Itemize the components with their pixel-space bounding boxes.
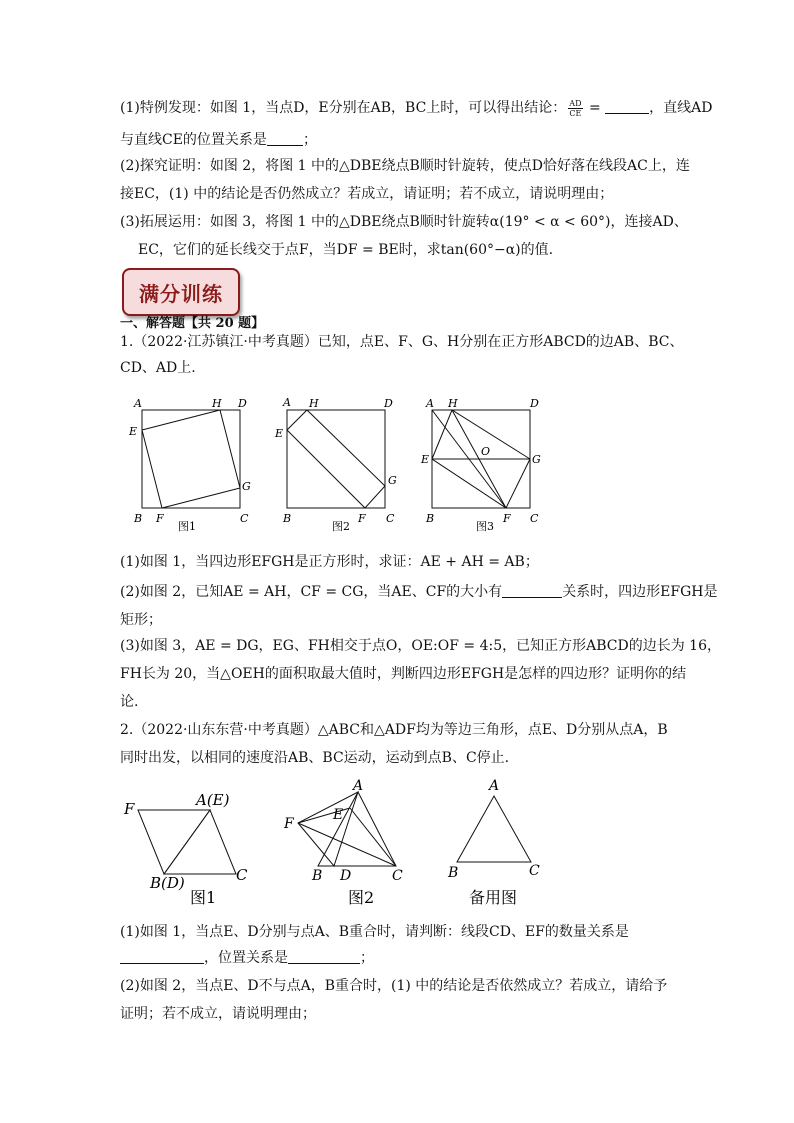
label-d: D bbox=[530, 397, 539, 410]
square-efgh bbox=[142, 410, 240, 508]
q1-part-1: (1)如图 1，当四边形EFGH是正方形时，求证：AE + AH = AB； bbox=[120, 554, 539, 570]
q1-part-2-cont: 矩形； bbox=[120, 612, 162, 628]
label-d: D bbox=[340, 868, 352, 884]
q2-statement-line-1: 2.（2022·山东东营·中考真题）△ABC和△ADF均为等边三角形，点E、D分别从点A，B bbox=[120, 722, 668, 738]
label-f: F bbox=[284, 816, 294, 832]
intro-line-2 bbox=[120, 130, 680, 150]
label-b: B bbox=[448, 865, 459, 881]
label-e: E bbox=[421, 453, 430, 466]
intro-line-6: EC，它们的延长线交于点F，当DF = BE时，求tan(60°−α)的值. bbox=[138, 242, 554, 258]
label-f: F bbox=[124, 800, 135, 818]
label-c: C bbox=[529, 863, 540, 879]
figure-caption: 图1 bbox=[178, 520, 196, 533]
triangle-abc bbox=[164, 810, 236, 874]
triangle-abc bbox=[318, 792, 396, 866]
q2-part-2-line-2: 证明；若不成立，请说明理由； bbox=[120, 1006, 316, 1022]
label-g: G bbox=[242, 480, 251, 493]
label-f: F bbox=[358, 512, 366, 525]
intro-line-3: (2)探究证明：如图 2，将图 1 中的△DBE绕点B顺时针旋转，使点D恰好落在线段AC上，连 bbox=[120, 158, 690, 174]
label-b: B bbox=[134, 512, 143, 525]
q2-figure-2 bbox=[283, 778, 403, 907]
q1-figure-2 bbox=[274, 396, 397, 533]
q1-part-3-line-2: FH长为 20，当△OEH的面积取最大值时，判断四边形EFGH是怎样的四边形？证明你的结 bbox=[120, 666, 687, 682]
square-abcd bbox=[287, 410, 385, 508]
label-o: O bbox=[481, 445, 491, 458]
q1-figure-3 bbox=[420, 397, 541, 533]
fraction-denominator: CE bbox=[569, 108, 582, 118]
q1-part-3-line-3: 论. bbox=[120, 694, 139, 710]
fraction-numerator: AD bbox=[569, 98, 582, 108]
intro-l1-text: (1)特例发现：如图 1，当点D，E分别在AB，BC上时，可以得出结论： bbox=[120, 100, 567, 116]
label-b: B bbox=[312, 868, 323, 884]
q1-figures-svg bbox=[120, 392, 550, 542]
label-b: B bbox=[426, 512, 435, 525]
label-a: A bbox=[353, 778, 364, 794]
label-h: H bbox=[309, 397, 319, 410]
label-d: D bbox=[384, 397, 393, 410]
q1-part-2-text: (2)如图 2，已知AE = AH，CF = CG，当AE、CF的大小有 bbox=[120, 584, 503, 600]
label-a: A bbox=[134, 397, 142, 410]
q1-figure-1 bbox=[128, 397, 251, 533]
q1-statement-line-1: 1.（2022·江苏镇江·中考真题）已知，点E、F、G、H分别在正方形ABCD的边AB、BC、 bbox=[120, 334, 684, 350]
label-a: A bbox=[489, 778, 500, 794]
label-h: H bbox=[212, 397, 222, 410]
label-c: C bbox=[240, 512, 249, 525]
rectangle-efgh bbox=[287, 410, 385, 508]
q2-statement-line-2: 同时出发，以相同的速度沿AB、BC运动，运动到点B、C停止. bbox=[120, 750, 510, 766]
label-b-d: B(D) bbox=[150, 874, 185, 892]
q1-part-2-post: 关系时，四边形EFGH是 bbox=[562, 584, 718, 600]
q1-part-2 bbox=[120, 582, 718, 602]
label-b: B bbox=[283, 512, 292, 525]
intro-line-5: (3)拓展运用：如图 3，将图 1 中的△DBE绕点B顺时针旋转α(19° < α < 60°)，连接AD、 bbox=[120, 214, 688, 230]
q2-part-1-mid: ，位置关系是 bbox=[204, 950, 288, 966]
banner-title: 满分训练 bbox=[139, 281, 223, 306]
figure-caption: 备用图 bbox=[469, 888, 518, 907]
label-c: C bbox=[392, 868, 403, 884]
segment-fc bbox=[298, 823, 396, 866]
q1-part-3-line-1: (3)如图 3，AE = DG，EG、FH相交于点O，OE:OF = 4:5，已知正方形ABCD的边长为 16， bbox=[120, 638, 721, 654]
label-e: E bbox=[333, 807, 344, 823]
section-heading: 一、解答题【共 20 题】 bbox=[120, 316, 265, 331]
answer-blank bbox=[267, 131, 303, 146]
square-abcd bbox=[142, 410, 240, 508]
intro-line-1 bbox=[120, 98, 713, 118]
answer-blank bbox=[605, 99, 649, 114]
q2-figure-3 bbox=[447, 778, 540, 907]
label-f: F bbox=[503, 512, 511, 525]
q2-figures bbox=[120, 776, 560, 912]
full-score-training-banner bbox=[122, 268, 240, 316]
label-c: C bbox=[236, 866, 248, 884]
label-a: A bbox=[283, 396, 291, 409]
label-g: G bbox=[532, 453, 541, 466]
label-a-e: A(E) bbox=[196, 791, 230, 809]
label-a: A bbox=[426, 397, 434, 410]
figure-caption: 图3 bbox=[476, 520, 494, 533]
answer-blank bbox=[120, 949, 204, 964]
q2-figure-1 bbox=[123, 791, 248, 907]
triangle-adf bbox=[298, 792, 358, 866]
intro-l2-text: 与直线CE的位置关系是 bbox=[120, 132, 267, 148]
segment-ec bbox=[350, 808, 396, 866]
label-c: C bbox=[386, 512, 395, 525]
label-f: F bbox=[156, 512, 164, 525]
answer-blank bbox=[502, 583, 562, 598]
triangle-abc bbox=[457, 796, 531, 862]
label-c: C bbox=[530, 512, 539, 525]
label-g: G bbox=[388, 474, 397, 487]
q2-figures-svg bbox=[120, 776, 560, 908]
answer-blank bbox=[288, 949, 360, 964]
ratio-fraction bbox=[568, 99, 582, 118]
q1-figures bbox=[120, 392, 550, 546]
intro-l2-post: ； bbox=[302, 132, 317, 148]
q2-part-1-line-1: (1)如图 1，当点E、D分别与点A、B重合时，请判断：线段CD、EF的数量关系是 bbox=[120, 924, 629, 940]
q2-part-1-line-2 bbox=[120, 948, 680, 968]
intro-l1-post: ，直线AD bbox=[649, 100, 713, 116]
q2-part-2-line-1: (2)如图 2，当点E、D不与点A，B重合时，(1) 中的结论是否依然成立？若成立，请给予 bbox=[120, 978, 668, 994]
q1-statement-line-2: CD、AD上. bbox=[120, 360, 196, 376]
intro-line-4: 接EC，(1) 中的结论是否仍然成立？若成立，请证明；若不成立，请说明理由； bbox=[120, 186, 614, 202]
label-d: D bbox=[238, 397, 247, 410]
label-e: E bbox=[129, 425, 138, 438]
figure-caption: 图2 bbox=[348, 888, 375, 907]
triangle-adf bbox=[138, 810, 210, 874]
label-h: H bbox=[448, 397, 458, 410]
label-e: E bbox=[275, 427, 284, 440]
q2-part-1-end: ； bbox=[360, 950, 374, 966]
figure-caption: 图1 bbox=[190, 888, 217, 907]
figure-caption: 图2 bbox=[332, 520, 350, 533]
intro-l1-eq: = bbox=[584, 100, 606, 116]
